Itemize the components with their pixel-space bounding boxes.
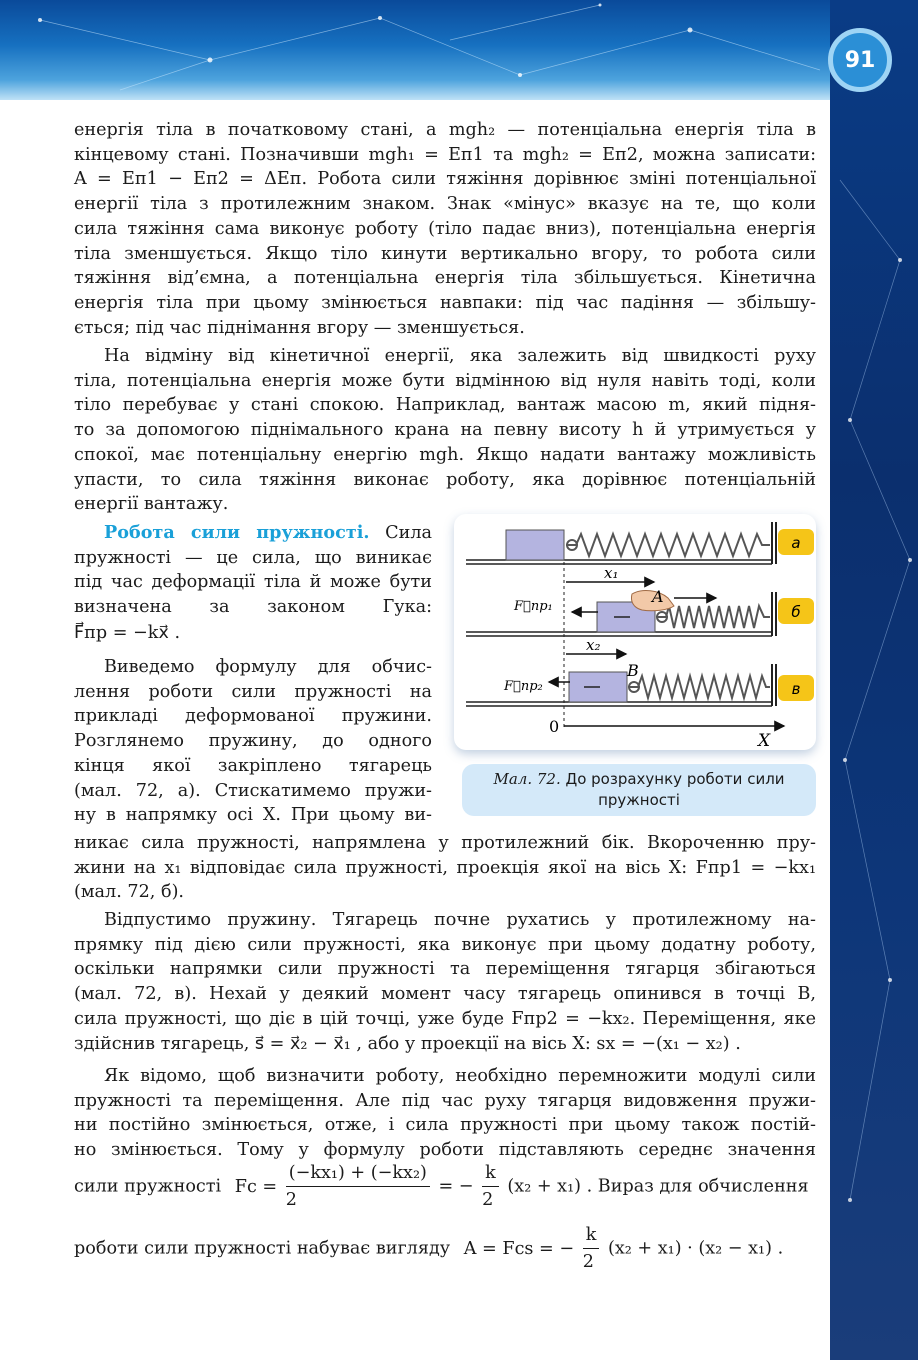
label-force-1: F⃗пр₁ [514, 599, 553, 614]
formula-1-tail: (x₂ + x₁) . [507, 1176, 593, 1197]
paragraph-2-line: спокої, має потенціальну енергію mgh. Якщо надати вантажу можливість [74, 444, 816, 465]
formula-1-mid: = − [438, 1176, 474, 1197]
spring-diagram [454, 514, 816, 750]
paragraph-5-line: (мал. 72, в). Нехай у деякий момент часу тягарець опинився в точці B, [74, 984, 816, 1005]
formula-1-k-numerator: k [482, 1160, 499, 1187]
paragraph-1-line: тіла зменшується. Якщо тіло кинути вертикально вгору, то робота сили [74, 243, 816, 264]
spring-a [566, 534, 770, 556]
paragraph-2-line: На відміну від кінетичної енергії, яка залежить від швидкості руху [104, 346, 816, 366]
figure-72 [454, 514, 816, 750]
formula-1-numerator: (−kx₁) + (−kx₂) [286, 1160, 430, 1187]
paragraph-4-line: ну в напрямку осі X. При цьому ви- [74, 805, 432, 826]
paragraph-2-line: то за допомогою піднімального крана на певну висоту h й утримується у [74, 420, 816, 441]
formula-2-prefix: роботи сили пружності набуває вигляду [74, 1238, 451, 1259]
paragraph-3-line [74, 521, 432, 546]
paragraph-4-line: (мал. 72, б). [74, 882, 185, 903]
hooke-law-formula: F⃗пр = −kx⃗ . [74, 623, 181, 643]
formula-2-k-fraction [583, 1222, 600, 1275]
paragraph-4-line: Виведемо формулу для обчис- [104, 657, 432, 677]
page-number: 91 [828, 28, 892, 92]
label-force-2: F⃗пр₂ [504, 679, 543, 694]
paragraph-6-line: пружності та переміщення. Але під час руху тягарця видовження пружи- [74, 1090, 816, 1111]
label-zero: 0 [549, 717, 560, 736]
caption-number: Мал. 72. [493, 770, 561, 788]
spring-c [629, 676, 770, 698]
label-b-point: B [627, 661, 639, 680]
paragraph-5-line: Відпустимо пружину. Тягарець почне рухатись у протилежному на- [104, 910, 816, 930]
paragraph-4-line: жини на x₁ відповідає сила пружності, проекція якої на вісь X: Fпр1 = −kx₁ [74, 857, 816, 878]
paragraph-4-line: прикладі деформованої пружини. [74, 706, 432, 727]
formula-1-fraction [286, 1160, 430, 1213]
paragraph-4-line: Розглянемо пружину, до одного [74, 731, 432, 752]
formula-2-k-numerator: k [583, 1222, 600, 1249]
paragraph-1-line: A = Eп1 − Eп2 = ΔEп. Робота сили тяжіння дорівнює зміні потенціальної [74, 169, 816, 190]
paragraph-1-line: кінцевому стані. Позначивши mgh₁ = Eп1 та mgh₂ = Eп2, можна записати: [74, 144, 816, 165]
paragraph-4-line: кінця якої закріплено тягарець [74, 755, 432, 776]
average-force-formula-line [74, 1160, 816, 1213]
label-x-axis: X [758, 731, 771, 750]
tag-c-label: в [791, 680, 801, 698]
label-x1: x₁ [604, 564, 619, 582]
paragraph-5-line: оскільки напрямки сили пружності та переміщення тягарця збігаються [74, 959, 816, 980]
tag-a-label: а [791, 534, 801, 552]
walls [772, 522, 776, 706]
section-term: Робота сили пружності. [104, 522, 370, 543]
paragraph-2-line: енергії вантажу. [74, 494, 229, 515]
formula-2-tail: (x₂ + x₁) · (x₂ − x₁) . [607, 1238, 784, 1259]
paragraph-1-line: тяжіння від’ємна, а потенціальна енергія тіла збільшується. Кінетична [74, 268, 816, 289]
paragraph-4-line: никає сила пружності, напрямлена у протилежний бік. Вкороченню пру- [74, 833, 816, 853]
paragraph-6-line: ни постійно змінюється, отже, і сила пружності при цьому також постій- [74, 1115, 816, 1136]
paragraph-1-line: ється; під час піднімання вгору — зменшується. [74, 317, 525, 338]
top-banner [0, 0, 918, 100]
paragraph-3-line: пружності — це сила, що виникає [74, 547, 432, 568]
formula-2-lhs: A = Fсs = − [463, 1238, 575, 1259]
paragraph-3-line: під час деформації тіла й може бути [74, 572, 432, 593]
formula-1-lhs: Fс = [234, 1176, 278, 1197]
paragraph-2-line: тіло перебуває у стані спокою. Наприклад, вантаж масою m, який підня- [74, 395, 816, 416]
formula-1-k-denominator: 2 [482, 1190, 494, 1210]
paragraph-5-line: прямку під дією сили пружності, яка виконує при цьому додатну роботу, [74, 934, 816, 955]
block-a [506, 530, 564, 560]
paragraph-4-line: (мал. 72, а). Стискатимемо пружи- [74, 780, 432, 801]
constellation-decoration [830, 0, 918, 1360]
spring-b [657, 606, 770, 628]
paragraph-5-line: здійснив тягарець, s⃗ = x⃗₂ − x⃗₁ , або у проекції на вісь X: sx = −(x₁ − x₂) . [74, 1034, 741, 1054]
tag-b-label: б [791, 603, 801, 621]
formula-1-denominator: 2 [285, 1190, 297, 1210]
right-side-panel [830, 0, 918, 1360]
paragraph-6-line: Як відомо, щоб визначити роботу, необхідно перемножити модулі сили [104, 1066, 816, 1086]
formula-2-k-denominator: 2 [582, 1252, 594, 1272]
paragraph-1-line: енергія тіла в початковому стані, а mgh₂ — потенціальна енергія тіла в [74, 120, 816, 140]
paragraph-2-line: упасти, то сила тяжіння виконає роботу, яка дорівнює потенціальній [74, 469, 816, 490]
paragraph-3-line: визначена за законом Гука: [74, 597, 432, 618]
paragraph-3-text: Сила [385, 523, 432, 543]
paragraph-1-line: енергії тіла з протилежним знаком. Знак «мінус» вказує на те, що коли [74, 194, 816, 215]
label-a-point: A [652, 587, 664, 606]
constellation-decoration [0, 0, 918, 100]
formula-1-k-fraction [482, 1160, 499, 1213]
paragraph-5-line: сила пружності, що діє в цій точці, уже буде Fпр2 = −kx₂. Переміщення, яке [74, 1008, 816, 1029]
work-formula-line [74, 1222, 816, 1275]
caption-text: До розрахунку роботи сили пружності [565, 770, 785, 809]
paragraph-4-line: лення роботи сили пружності на [74, 681, 432, 702]
formula-1-suffix: Вираз для обчислення [597, 1176, 809, 1197]
label-x2: x₂ [586, 636, 601, 654]
paragraph-1-line: сила тяжіння сама виконує роботу (тіло падає вниз), потенціальна енергія [74, 218, 816, 239]
paragraph-2-line: тіла, потенціальна енергія може бути відмінною від нуля навіть тоді, коли [74, 370, 816, 391]
paragraph-1-line: енергія тіла при цьому змінюється навпаки: під час падіння — збільшу- [74, 292, 816, 313]
paragraph-6-line: но змінюється. Тому у формулу роботи підставляють середнє значення [74, 1140, 816, 1161]
formula-1-prefix: сили пружності [74, 1176, 222, 1197]
figure-caption [462, 764, 816, 816]
